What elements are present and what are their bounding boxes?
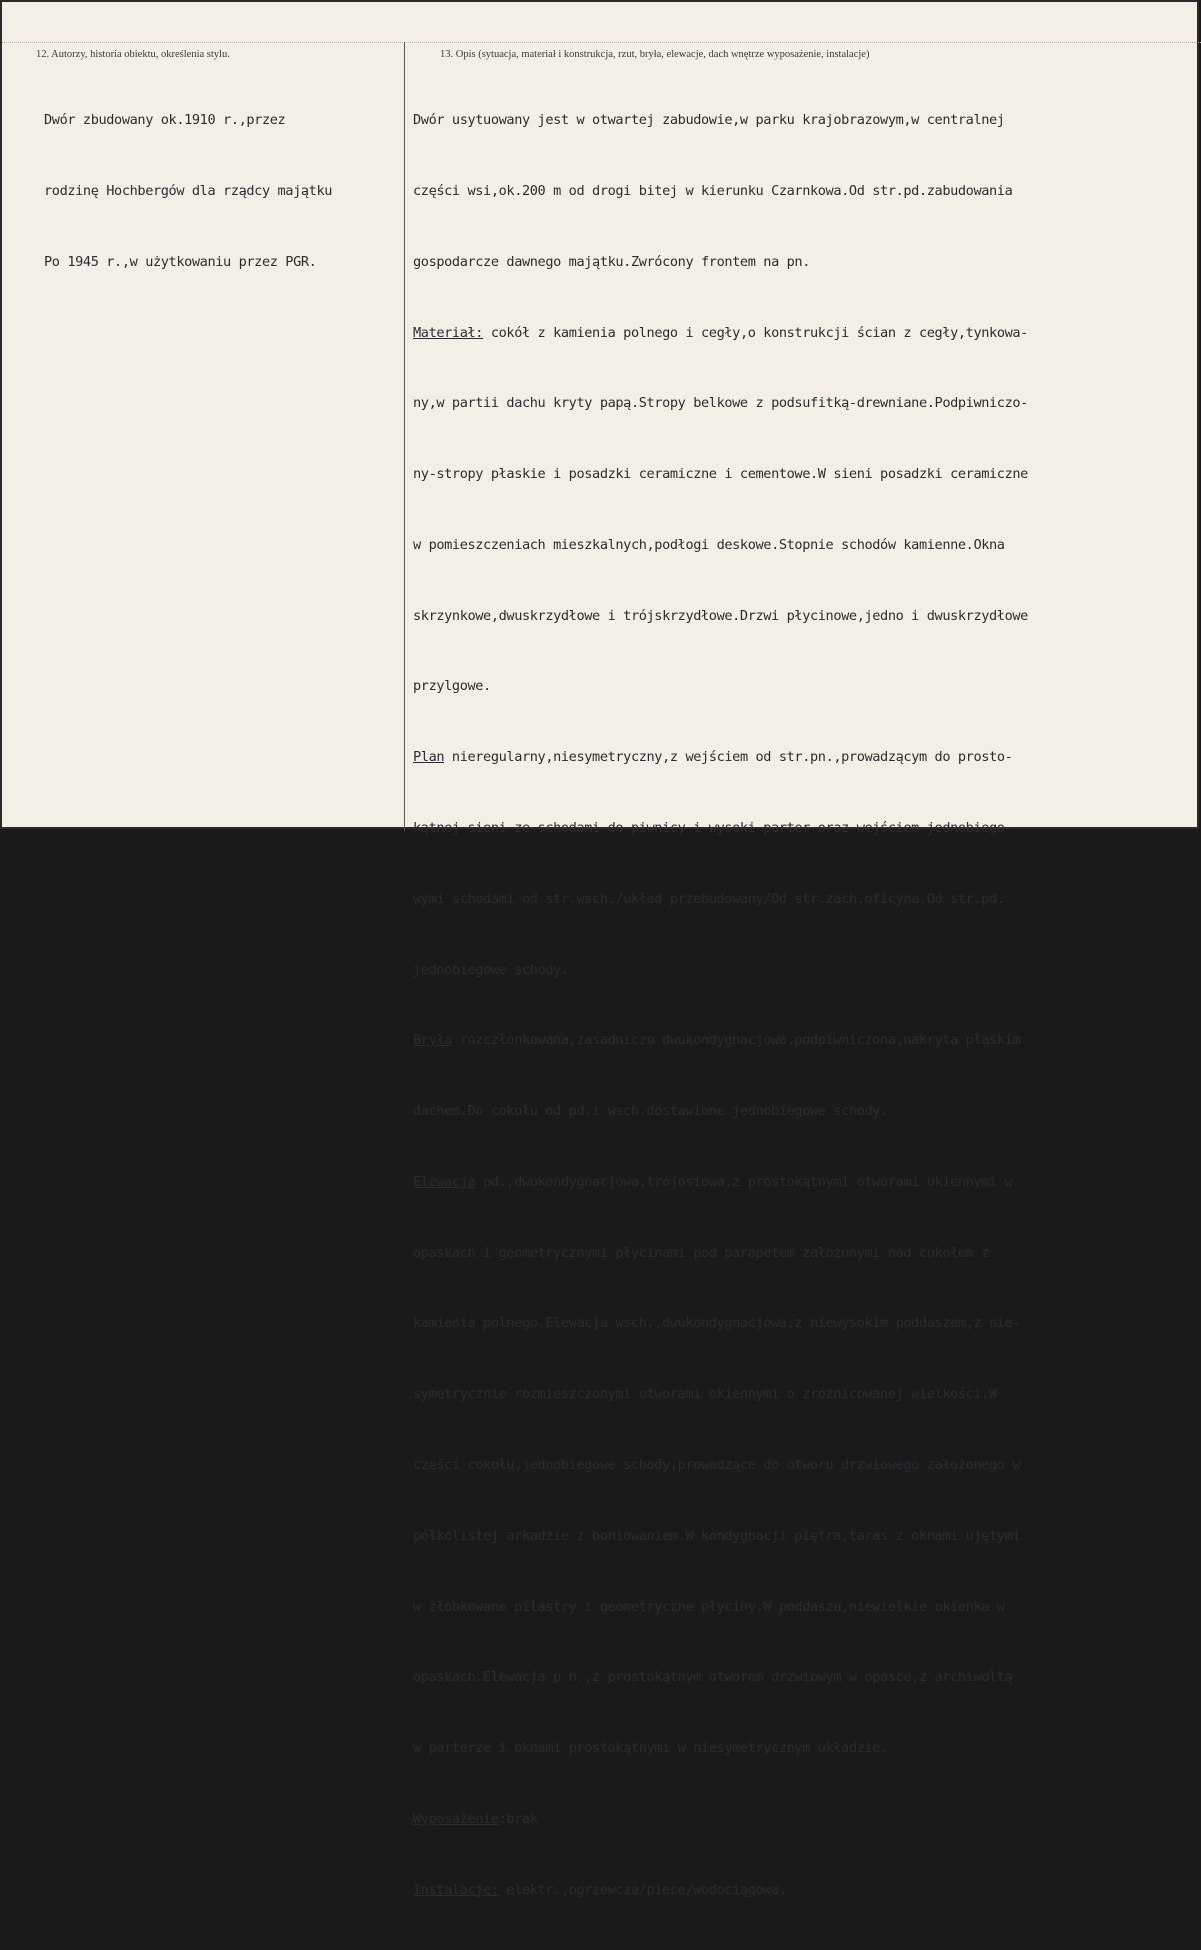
line-text: ny,w partii dachu kryty papą.Stropy belkowe z podsufitką-drewniane.Podpiwniczo- [413, 395, 1028, 412]
field-13-line [413, 322, 1028, 346]
field-13-line [413, 1525, 1028, 1549]
line-text: opaskach.Elewacja p n.,z prostokątnym otworem drzwiowym w opasce,z archiwoltą [413, 1669, 1013, 1686]
line-text: skrzynkowe,dwuskrzydłowe i trójskrzydłowe.Drzwi płycinowe,jedno i dwuskrzydłowe [413, 607, 1028, 624]
line-text: kątnej sieni ze schodami do piwnicy i wysoki parter oraz wejściem jednobiego- [413, 820, 1013, 836]
section-lead: Bryła [413, 1032, 452, 1049]
line-text: :brak [498, 1810, 538, 1827]
line-text: części cokołu,jednobiegowe schody,prowadzące do otworu drzwiowego założonego w [413, 1457, 1021, 1474]
field-13-line [413, 1242, 1028, 1266]
field-13-line [413, 1596, 1028, 1620]
field-13-line [413, 888, 1028, 912]
line-text: opaskach i geometrycznymi płycinami pod parapetem założonymi nad cokołem z [413, 1244, 990, 1261]
line-text: jednobiegowe schody. [413, 961, 569, 978]
field-13-line [413, 392, 1028, 416]
line-text: rozczłonkowana,zasadniczo dwukondygnacjowa,podpiwniczona,nakryta płaskim [451, 1032, 1021, 1049]
field-13-line [413, 1383, 1028, 1407]
field-13-line [413, 675, 1028, 699]
line-text: symetrycznie rozmieszczonymi otworami okiennymi o zróżnicowanej wielkości.W [413, 1386, 997, 1403]
line-text: elektr.,ogrzewcza/piece/wodociągowa. [498, 1881, 787, 1898]
line-text: w pomieszczeniach mieszkalnych,podłogi deskowe.Stopnie schodów kamienne.Okna [413, 536, 1005, 553]
field-13-line [413, 1100, 1028, 1124]
section-lead: Wyposażenie [413, 1810, 499, 1827]
field-13-line [413, 180, 1028, 204]
line-text: przylgowe. [413, 678, 491, 695]
field-13-line [413, 1312, 1028, 1336]
field-13-line [413, 1808, 1028, 1832]
line-text: dachem.Do cokołu od pd.i wsch.dostawione jednobiegowe schody. [413, 1103, 888, 1120]
field-12-line: Po 1945 r.,w użytkowaniu przez PGR. [44, 253, 317, 270]
line-text: pd.,dwukondygnacjowa,trójosiowa,z prostokątnymi otworami okiennymi w [475, 1173, 1013, 1190]
field-13-line [413, 534, 1028, 558]
field-13-line [413, 959, 1028, 983]
top-rule [2, 42, 1201, 43]
field-13-line [413, 1171, 1028, 1195]
line-text: kamienia polnego.Elewacja wsch.,dwukondygnacjowa,z niewysokim poddaszem,z nie- [413, 1315, 1021, 1332]
field-12-line: Dwór zbudowany ok.1910 r.,przez [44, 112, 286, 129]
field-13-line [413, 1879, 1028, 1903]
line-text: półkolistej arkadzie z boniowaniem.W kondygnacji piętra,taras z oknami ujętymi [413, 1527, 1021, 1544]
field-13-line [413, 109, 1028, 133]
field-13-line [413, 605, 1028, 629]
line-text: ny-stropy płaskie i posadzki ceramiczne i cementowe.W sieni posadzki ceramiczne [413, 466, 1028, 483]
line-text: Dwór usytuowany jest w otwartej zabudowie,w parku krajobrazowym,w centralnej [413, 112, 1005, 129]
field-12-line: rodzinę Hochbergów dla rządcy majątku [44, 182, 333, 199]
line-text: gospodarcze dawnego majątku.Zwrócony frontem na pn. [413, 253, 810, 270]
field-12-header: 12. Autorzy, historia obiektu, określenia stylu. [36, 49, 230, 60]
field-13-line [413, 817, 1028, 841]
section-lead: Plan [413, 749, 445, 766]
field-13-text [413, 62, 1028, 1950]
line-text: w żłobkowane pilastry i geometryczne płyciny.W poddaszu,niewielkie okienka w [413, 1598, 1005, 1615]
field-13-line [413, 1666, 1028, 1690]
section-lead: Instalacje: [413, 1881, 499, 1898]
field-13-line [413, 1454, 1028, 1478]
field-13-line [413, 746, 1028, 770]
field-13-line [413, 1737, 1028, 1761]
field-13-line [413, 463, 1028, 487]
line-text: nieregularny,niesymetryczny,z wejściem od str.pn.,prowadzącym do prosto- [444, 749, 1013, 766]
line-text: w parterze i oknami prostokątnymi w niesymetrycznym układzie. [413, 1740, 888, 1757]
column-divider [404, 42, 405, 831]
section-lead: Elewacja [413, 1173, 476, 1190]
field-13-header: 13. Opis (sytuacja, materiał i konstrukcja, rzut, bryła, elewacje, dach wnętrze wyposażenie, instalacje) [440, 49, 870, 60]
field-13-line [413, 251, 1028, 275]
section-lead: Materiał: [413, 324, 484, 341]
line-text: cokół z kamienia polnego i cegły,o konstrukcji ścian z cegły,tynkowa- [483, 324, 1028, 341]
line-text: wymi schodami od str.wsch./układ przebudowany/Od str.zach.oficyna.Od str.pd. [413, 890, 1005, 907]
field-12-text [44, 62, 332, 322]
line-text: części wsi,ok.200 m od drogi bitej w kierunku Czarnkowa.Od str.pd.zabudowania [413, 182, 1013, 199]
field-13-line [413, 1029, 1028, 1053]
